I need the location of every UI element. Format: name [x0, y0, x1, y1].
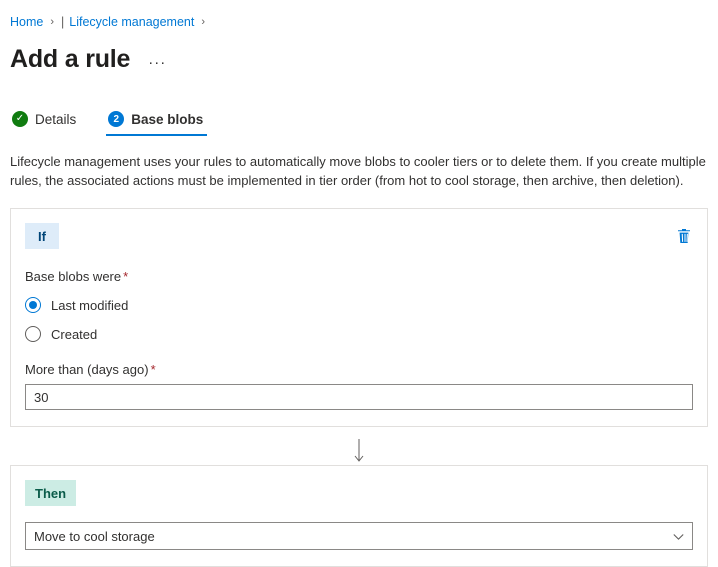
then-action-card [10, 465, 708, 567]
breadcrumb-pipe: | [61, 15, 65, 29]
breadcrumb-home[interactable]: Home [10, 15, 44, 29]
more-options-button[interactable]: ··· [148, 53, 167, 71]
wizard-tabs [10, 106, 708, 136]
radio-created-label: Created [51, 326, 98, 342]
breadcrumb-separator-1: › [50, 16, 55, 28]
tab-details[interactable] [10, 111, 80, 136]
action-select-wrapper [25, 522, 693, 550]
page-title: Add a rule [10, 44, 131, 73]
delete-icon[interactable] [675, 227, 693, 245]
check-icon: ✓ [12, 111, 28, 127]
radio-last-modified[interactable] [25, 297, 693, 313]
page-description: Lifecycle management uses your rules to automatically move blobs to cooler tiers or to delete them. If you create multiple rules, the associated actions must be implemented in tier order (from hot to cool storage, then archive, then deletion). [10, 154, 706, 188]
if-condition-card [10, 208, 708, 427]
radio-button-icon[interactable] [25, 297, 41, 313]
base-blobs-were-label [25, 269, 693, 284]
breadcrumb-lifecycle-management[interactable]: Lifecycle management [69, 15, 195, 29]
title-row [10, 42, 708, 76]
tab-base-blobs[interactable] [106, 111, 207, 136]
radio-created[interactable] [25, 326, 693, 342]
more-than-days-label [25, 362, 693, 377]
more-than-days-text: More than (days ago) [25, 362, 149, 377]
radio-button-icon[interactable] [25, 326, 41, 342]
if-card-header [25, 223, 693, 249]
step-number-badge: 2 [108, 111, 124, 127]
radio-last-modified-label: Last modified [51, 297, 129, 313]
days-ago-input[interactable] [25, 384, 693, 410]
action-select-value: Move to cool storage [34, 528, 155, 544]
base-blobs-were-text: Base blobs were [25, 269, 122, 284]
flow-arrow [10, 439, 708, 465]
tab-details-label: Details [35, 111, 77, 127]
if-pill: If [25, 223, 59, 249]
down-arrow-icon [353, 439, 365, 465]
then-pill: Then [25, 480, 76, 506]
required-asterisk: * [150, 362, 156, 377]
required-asterisk: * [123, 269, 129, 284]
action-select[interactable] [25, 522, 693, 550]
breadcrumb-separator-2: › [201, 16, 206, 28]
tab-base-blobs-label: Base blobs [131, 111, 204, 127]
then-card-header [25, 480, 693, 506]
breadcrumb [10, 10, 708, 32]
